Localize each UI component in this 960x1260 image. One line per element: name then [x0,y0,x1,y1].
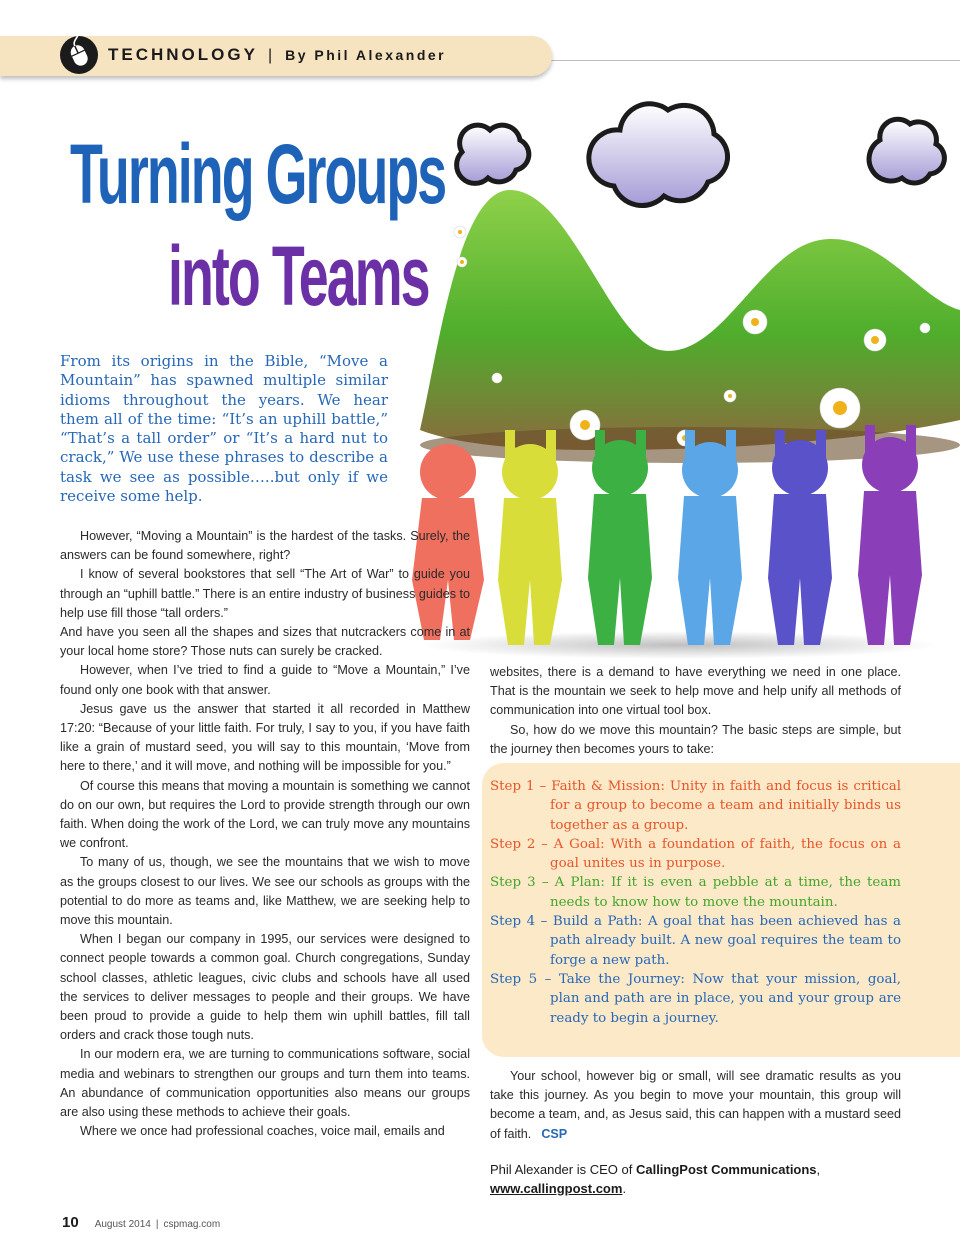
closing-paragraph-block [490,1067,901,1144]
bio-end: . [622,1181,627,1197]
page-footer [62,1214,220,1231]
body-column-right [490,663,901,759]
issue-date: August 2014 [94,1219,151,1230]
body-paragraph: To many of us, though, we see the mountains that we wish to move as the groups closest to our lives. We see our schools as groups with the potential to do more as teams and, like Matthew, we are seeking help to move this mountain. [60,855,470,928]
end-mark: CSP [541,1126,568,1141]
section-label: TECHNOLOGY [108,45,258,64]
colorful-figures-lifting-mountain-illustration [400,100,960,660]
body-paragraph: And have you seen all the shapes and sizes that nutcrackers come in at your local home store? Those nuts can surely be cracked. [60,625,470,659]
step-2: Step 2 – A Goal: With a foundation of faith, the focus on a goal unites us in purpose. [490,836,901,872]
header-rule [540,60,960,61]
bio-comma: , [816,1162,821,1177]
body-column-left [60,527,470,1142]
bio-prefix: Phil Alexander is CEO of [490,1162,636,1177]
body-paragraph: I know of several bookstores that sell “The Art of War” to guide you through an “uphill battle.” There is an entire industry of business guides to help use fill those “tall orders.” [60,567,471,620]
body-paragraph: When I began our company in 1995, our services were designed to connect people towards a common goal. Church congregations, Sunday school classes, athletic leagues, civic clubs and schools have all used the services to deliver messages to people and their groups. We have been proud to provide a guide to help them win uphill battles, fill tall orders and crack those tough nuts. [60,932,470,1043]
lead-paragraph: From its origins in the Bible, “Move a Mountain” has spawned multiple similar idioms throughout the years. We hear them all of the time: “It’s an uphill battle,” “That’s a tall order” or “It’s a hard nut to crack,” We use these phrases to describe a task we see as possible…..but only if we receive some help. [60,352,388,506]
body-paragraph: Where we once had professional coaches, voice mail, emails and [80,1124,445,1139]
body-paragraph: However, “Moving a Mountain” is the hardest of the tasks. Surely, the answers can be found somewhere, right? [60,529,470,563]
closing-text: Your school, however big or small, will see dramatic results as you take this journey. As you begin to move your mountain, this group will become a team, and, as Jesus said, this can happen with a mustard seed of faith. [490,1069,901,1141]
footer-separator: | [155,1219,159,1230]
step-5: Step 5 – Take the Journey: Now that your mission, goal, plan and path are in place, you and your group are ready to begin a journey. [490,971,901,1026]
section-header [108,45,446,65]
body-paragraph: So, how do we move this mountain? The basic steps are simple, but the journey then becomes yours to take: [490,722,901,756]
body-paragraph: websites, there is a demand to have everything we need in one place. That is the mountain we seek to help move and help unify all methods of communication into one virtual tool box. [490,665,901,718]
step-3: Step 3 – A Plan: If it is even a pebble at a time, the team needs to know how to move the mountain. [490,875,901,910]
byline: By Phil Alexander [285,47,447,63]
body-paragraph: However, when I’ve tried to find a guide to “Move a Mountain,” I’ve found only one book with that answer. [60,663,470,697]
bio-url-link[interactable]: www.callingpost.com [490,1181,623,1197]
article-title-line-2: into Teams [168,229,429,323]
step-1: Step 1 – Faith & Mission: Unity in faith and focus is critical for a group to become a team and initially binds us together as a group. [490,779,901,833]
header-separator: | [267,47,276,64]
page-number: 10 [62,1214,79,1231]
body-paragraph: Of course this means that moving a mountain is something we cannot do on our own, but requires the Lord to provide strength through our own faith. When doing the work of the Lord, we can truly move any mountains we confront. [60,778,470,851]
body-paragraph: In our modern era, we are turning to communications software, social media and webinars to strengthen our groups and turn them into teams. An abundance of communication opportunities also means our groups are also using these methods to achieve their goals. [60,1047,470,1120]
steps-list [490,777,901,1028]
computer-mouse-icon [60,36,98,74]
body-paragraph: Jesus gave us the answer that started it all recorded in Matthew 17:20: “Because of your little faith. For truly, I say to you, if you have faith like a grain of mustard seed, you will say to this mountain, ‘Move from here to there,’ and it will move, and nothing will be impossible for you.” [60,701,470,774]
bio-company: CallingPost Communications [635,1162,817,1177]
author-bio [490,1160,910,1198]
article-title-line-1: Turning Groups [70,127,446,221]
step-4: Step 4 – Build a Path: A goal that has been achieved has a path already built. A new goal requires the team to forge a new path. [490,914,901,968]
site-name: cspmag.com [163,1219,221,1230]
closing-paragraph [490,1067,901,1144]
